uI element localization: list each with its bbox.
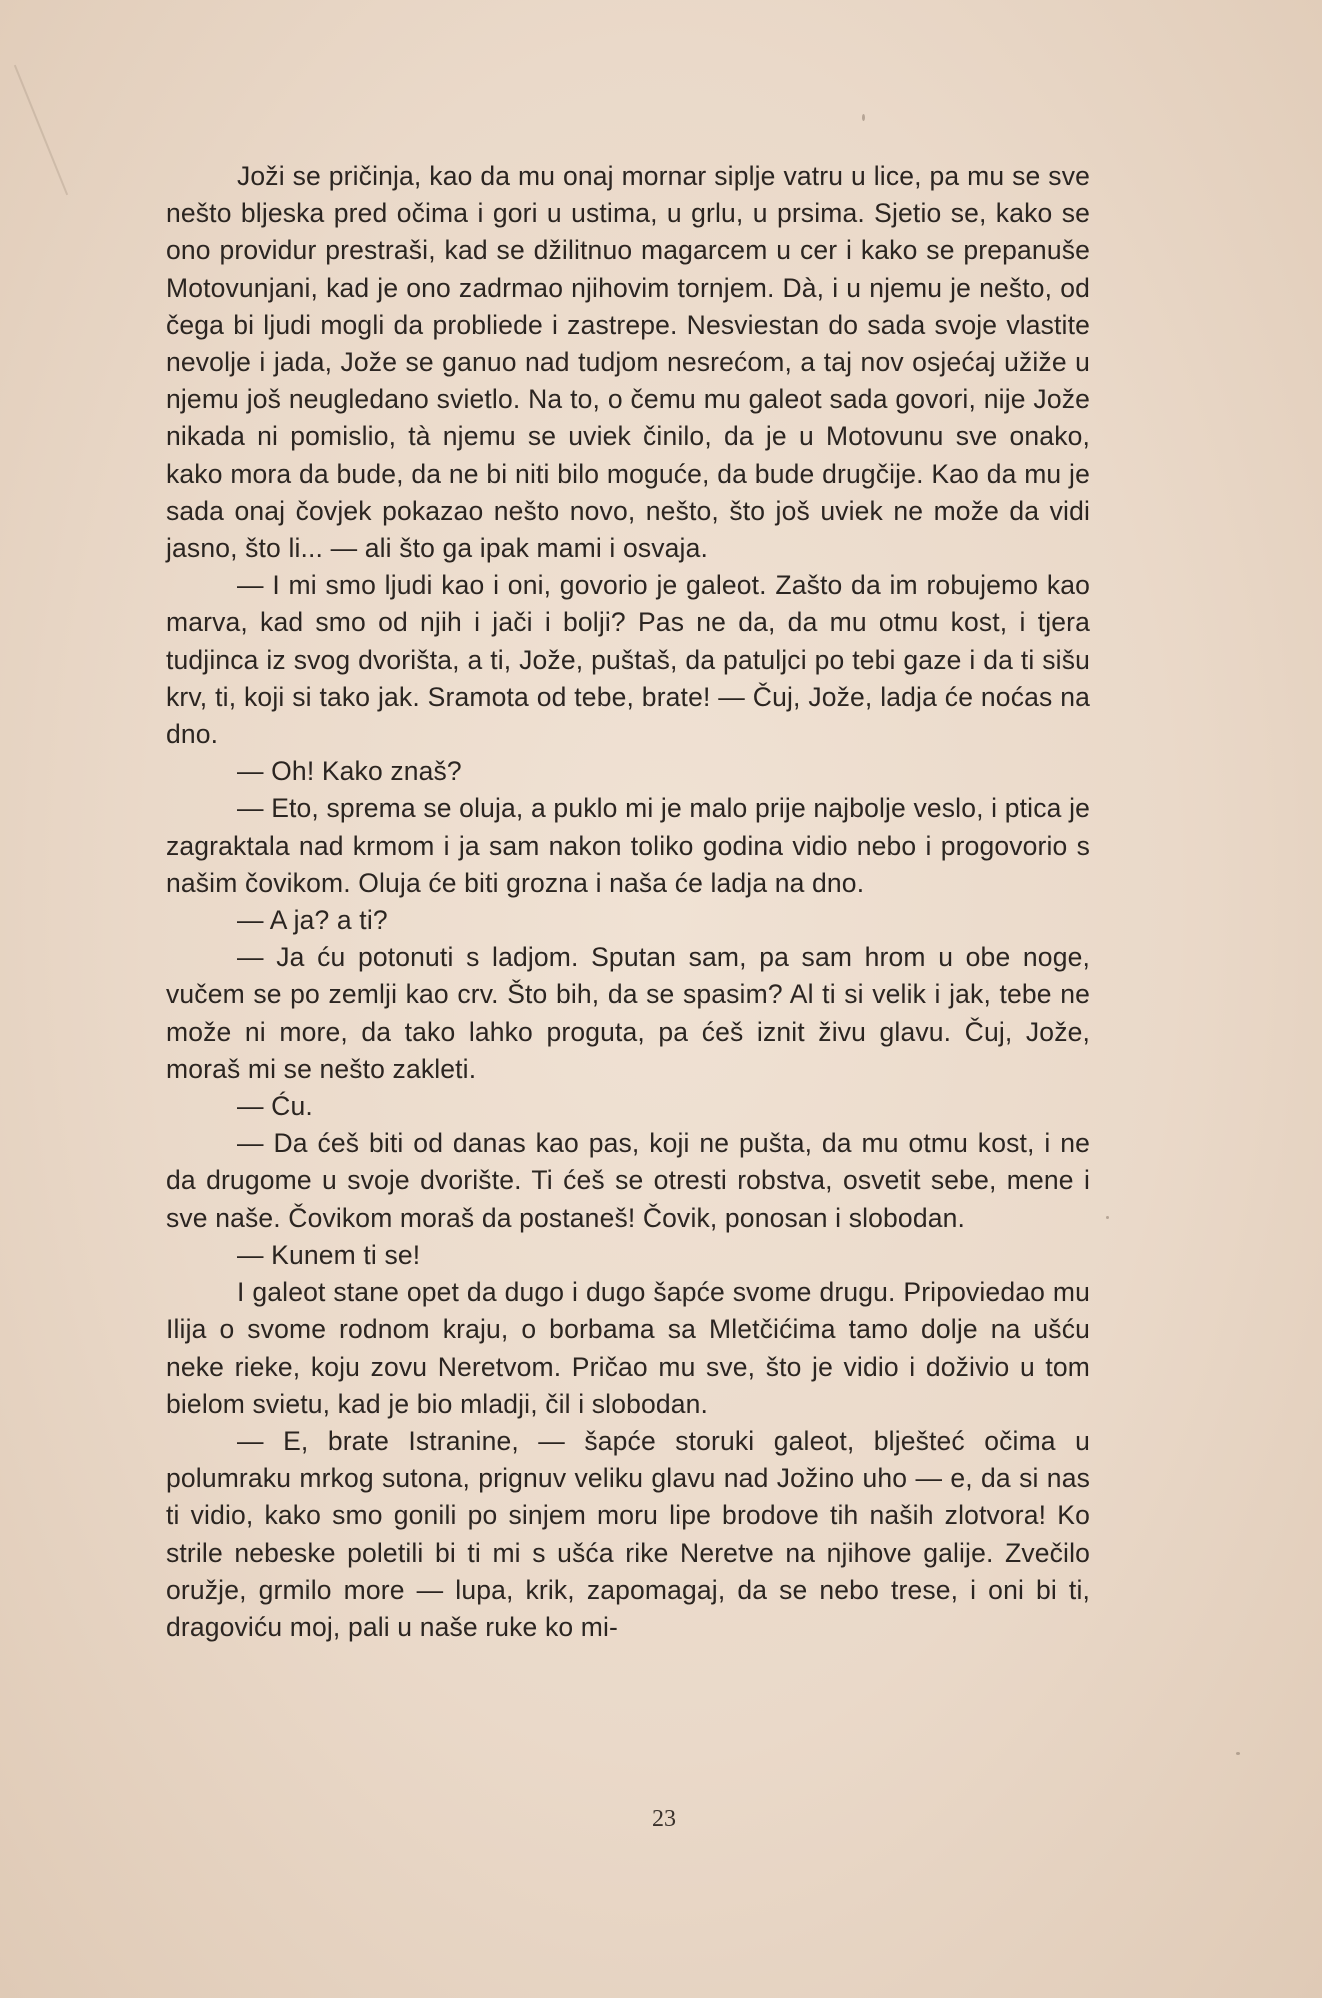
ink-speck xyxy=(1106,1216,1109,1219)
paragraph: Joži se pričinja, kao da mu onaj mornar siplje vatru u lice, pa mu se sve nešto bljeska pred očima i gori u ustima, u grlu, u prsima. Sjetio se, kako se ono providur prestraši, kad se džilitnuo magarcem u cer i kako se prepanuše Motovunjani, kad je ono zadrmao njihovim tornjem. Dà, i u njemu je nešto, od čega bi ljudi mogli da probliede i zastrepe. Nesviestan do sada svoje vlastite nevolje i jada, Jože se ganuo nad tudjom nesrećom, a taj nov osjećaj užiže u njemu još neugledano svietlo. Na to, o čemu mu galeot sada govori, nije Jože nikada ni pomislio, tà njemu se uviek činilo, da je u Motovunu sve onako, kako mora da bude, da ne bi niti bilo moguće, da bude drugčije. Kao da mu je sada onaj čovjek pokazao nešto novo, nešto, što još uviek ne može da vidi jasno, što li... — ali što ga ipak mami i osvaja. xyxy=(166,161,1090,564)
paragraph: — A ja? a ti? xyxy=(237,905,388,936)
paragraph: — Da ćeš biti od danas kao pas, koji ne pušta, da mu otmu kost, i ne da drugome u svoje dvorište. Ti ćeš se otresti robstva, osvetit sebe, mene i sve naše. Čovikom moraš da postaneš! Čovik, ponosan i slobodan. xyxy=(166,1128,1090,1233)
paragraph: — Ja ću potonuti s ladjom. Sputan sam, pa sam hrom u obe noge, vučem se po zemlji kao crv. Što bih, da se spasim? Al ti si velik i jak, tebe ne može ni more, da tako lahko proguta, pa ćeš iznit živu glavu. Čuj, Jože, moraš mi se nešto zakleti. xyxy=(166,942,1090,1084)
page-fold-line xyxy=(14,65,68,196)
paragraph: I galeot stane opet da dugo i dugo šapće svome drugu. Pripoviedao mu Ilija o svome rodnom kraju, o borbama sa Mletčićima tamo dolje na ušću neke rieke, koju zovu Neretvom. Pričao mu sve, što je vidio i doživio u tom bielom svietu, kad je bio mladji, čil i slobodan. xyxy=(166,1277,1090,1419)
body-text xyxy=(166,158,1090,1646)
paragraph: — Kunem ti se! xyxy=(237,1239,421,1270)
paragraph: — Eto, sprema se oluja, a puklo mi je malo prije najbolje veslo, i ptica je zagraktala nad krmom i ja sam nakon toliko godina vidio nebo i progovorio s našim čovikom. Oluja će biti grozna i naša će ladja na dno. xyxy=(166,793,1090,898)
paragraph: — I mi smo ljudi kao i oni, govorio je galeot. Zašto da im robujemo kao marva, kad smo od njih i jači i bolji? Pas ne da, da mu otmu kost, i tjera tudjinca iz svog dvorišta, a ti, Jože, puštaš, da patuljci po tebi gaze i da ti sišu krv, ti, koji si tako jak. Sramota od tebe, brate! — Čuj, Jože, ladja će noćas na dno. xyxy=(166,570,1090,750)
ink-speck xyxy=(1236,1752,1240,1755)
paragraph: — E, brate Istranine, — šapće storuki galeot, blješteć očima u polumraku mrkog sutona, prignuv veliku glavu nad Jožino uho — e, da si nas ti vidio, kako smo gonili po sinjem moru lipe brodove tih naših zlotvora! Ko strile nebeske poletili bi ti mi s ušća rike Neretve na njihove galije. Zvečilo oružje, grmilo more — lupa, krik, zapomagaj, da se nebo trese, i oni bi ti, dragoviću moj, pali u naše ruke ko mi- xyxy=(166,1425,1090,1642)
paragraph: — Oh! Kako znaš? xyxy=(237,756,462,787)
paragraph: — Ću. xyxy=(237,1091,313,1122)
ink-speck xyxy=(862,114,865,121)
page-number: 23 xyxy=(652,1806,676,1832)
